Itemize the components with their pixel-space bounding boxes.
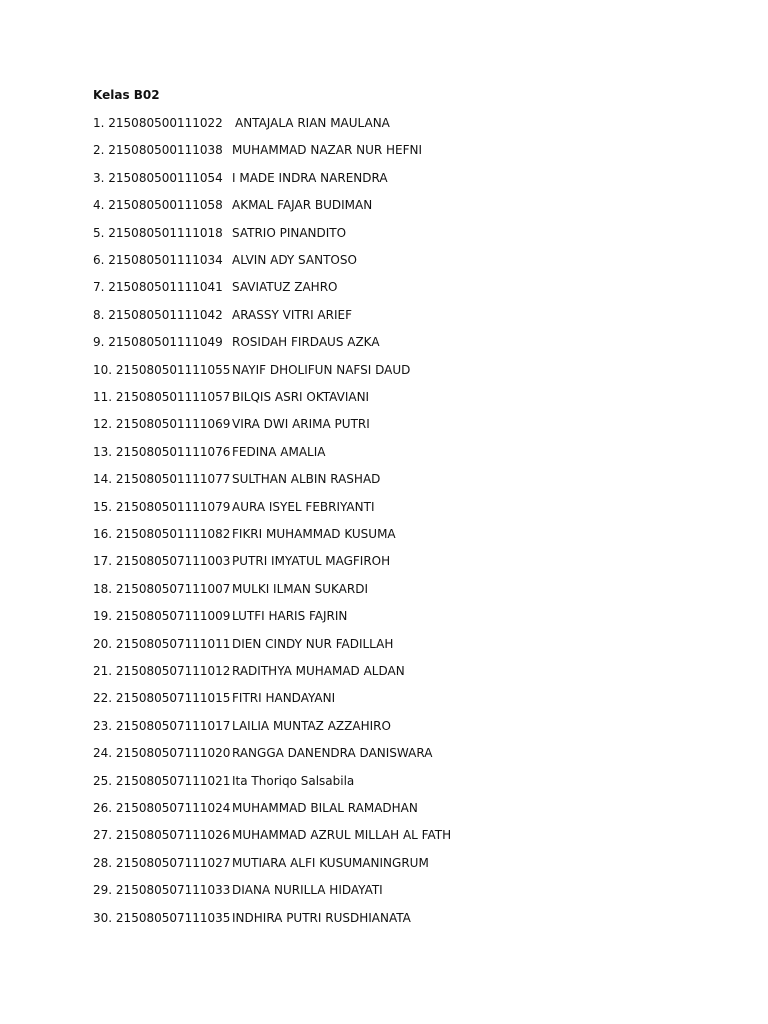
student-nim: 215080501111041 (108, 280, 223, 295)
student-number: 22. (93, 691, 113, 706)
student-nim: 215080507111007 (115, 581, 231, 596)
student-nim: 215080507111009 (115, 609, 231, 624)
student-number: 24. (93, 746, 113, 761)
student-nim: 215080501111049 (108, 335, 223, 350)
student-nim: 215080501111042 (108, 307, 223, 322)
student-nim: 215080501111077 (115, 472, 231, 487)
student-nim: 215080507111035 (115, 910, 231, 925)
student-row (0, 800, 768, 818)
student-number: 2. (93, 143, 105, 158)
student-number: 15. (93, 499, 113, 514)
student-name: AKMAL FAJAR BUDIMAN (232, 198, 373, 213)
student-name: I MADE INDRA NARENDRA (232, 170, 388, 185)
student-nim: 215080500111054 (108, 170, 223, 185)
student-number-nim (93, 553, 230, 569)
student-number: 4. (93, 198, 105, 213)
student-name: VIRA DWI ARIMA PUTRI (232, 417, 370, 432)
student-row (0, 690, 768, 708)
student-number: 30. (93, 910, 113, 925)
student-name: PUTRI IMYATUL MAGFIROH (232, 554, 391, 569)
student-row (0, 526, 768, 544)
student-name: AURA ISYEL FEBRIYANTI (232, 499, 375, 514)
student-number: 18. (93, 581, 113, 596)
student-number-nim (93, 307, 223, 323)
student-row (0, 307, 768, 325)
student-number: 20. (93, 636, 113, 651)
student-number-nim (93, 800, 230, 816)
student-number-nim (93, 471, 230, 487)
student-name: MUTIARA ALFI KUSUMANINGRUM (232, 855, 429, 870)
student-number-nim (93, 745, 230, 761)
student-number: 8. (93, 307, 105, 322)
student-nim: 215080507111015 (115, 691, 231, 706)
student-number-nim (93, 444, 230, 460)
student-number: 16. (93, 527, 113, 541)
student-name: ARASSY VITRI ARIEF (232, 307, 352, 322)
student-number-nim (93, 718, 230, 734)
student-name: MUHAMMAD BILAL RAMADHAN (232, 801, 418, 815)
student-number-nim (93, 636, 230, 652)
page-title: Kelas B02 (93, 88, 160, 102)
student-name: DIANA NURILLA HIDAYATI (232, 883, 383, 898)
student-row (0, 252, 768, 270)
student-row (0, 499, 768, 517)
student-row (0, 334, 768, 352)
student-name: RADITHYA MUHAMAD ALDAN (232, 664, 405, 678)
student-number-nim (93, 170, 223, 186)
student-name: RANGGA DANENDRA DANISWARA (232, 746, 433, 761)
student-name: MUHAMMAD NAZAR NUR HEFNI (232, 143, 423, 158)
student-row (0, 855, 768, 873)
student-nim: 215080507111020 (115, 746, 231, 761)
student-number: 29. (93, 883, 113, 898)
student-name: SULTHAN ALBIN RASHAD (232, 472, 381, 487)
student-number: 17. (93, 554, 113, 569)
student-name: FITRI HANDAYANI (232, 691, 336, 706)
student-name: NAYIF DHOLIFUN NAFSI DAUD (232, 362, 411, 377)
student-row (0, 142, 768, 160)
student-row (0, 608, 768, 626)
student-name: INDHIRA PUTRI RUSDHIANATA (232, 910, 411, 925)
student-number-nim (93, 499, 230, 515)
student-nim: 215080507111012 (115, 664, 231, 678)
student-name: MUHAMMAD AZRUL MILLAH AL FATH (232, 828, 452, 843)
student-number-nim (93, 142, 223, 158)
student-number: 10. (93, 362, 113, 377)
student-name: MULKI ILMAN SUKARDI (232, 581, 369, 596)
student-name: LAILIA MUNTAZ AZZAHIRO (232, 718, 391, 733)
student-row (0, 444, 768, 462)
student-nim: 215080501111076 (115, 444, 231, 459)
student-number: 14. (93, 472, 113, 487)
student-number: 5. (93, 225, 105, 240)
student-row (0, 773, 768, 791)
student-row (0, 718, 768, 736)
student-nim: 215080507111033 (115, 883, 231, 898)
student-number-nim (93, 526, 230, 542)
student-row (0, 636, 768, 654)
student-nim: 215080501111082 (115, 527, 231, 541)
student-nim: 215080501111055 (115, 362, 231, 377)
student-number-nim (93, 197, 223, 213)
student-number: 28. (93, 855, 113, 870)
student-nim: 215080500111038 (108, 143, 223, 158)
student-nim: 215080507111003 (115, 554, 231, 569)
student-number-nim (93, 773, 230, 789)
student-name: ANTAJALA RIAN MAULANA (235, 116, 390, 130)
student-number-nim (93, 581, 230, 597)
student-nim: 215080507111024 (115, 801, 231, 815)
student-nim: 215080507111027 (115, 855, 231, 870)
student-number: 21. (93, 664, 113, 678)
student-nim: 215080501111057 (115, 390, 231, 404)
student-row (0, 910, 768, 928)
student-row (0, 279, 768, 297)
student-row (0, 827, 768, 845)
student-nim: 215080501111079 (115, 499, 231, 514)
student-name: BILQIS ASRI OKTAVIANI (232, 390, 370, 404)
student-number: 7. (93, 280, 105, 295)
student-row (0, 197, 768, 215)
student-number-nim (93, 252, 223, 268)
student-row (0, 389, 768, 407)
student-number: 11. (93, 390, 113, 404)
student-row (0, 225, 768, 243)
student-nim: 215080500111058 (108, 198, 223, 213)
student-nim: 215080500111022 (108, 116, 223, 130)
student-row (0, 170, 768, 188)
student-number: 6. (93, 253, 105, 267)
student-row (0, 663, 768, 681)
student-number-nim (93, 882, 230, 898)
student-number-nim (93, 225, 223, 241)
student-name: ROSIDAH FIRDAUS AZKA (232, 335, 380, 350)
student-row (0, 581, 768, 599)
student-name: DIEN CINDY NUR FADILLAH (232, 636, 394, 651)
student-name: SAVIATUZ ZAHRO (232, 280, 338, 295)
student-number: 13. (93, 444, 113, 459)
student-number-nim (93, 416, 230, 432)
student-name: LUTFI HARIS FAJRIN (232, 609, 348, 624)
student-row (0, 362, 768, 380)
student-nim: 215080507111017 (115, 718, 231, 733)
student-number: 27. (93, 828, 113, 843)
student-row (0, 745, 768, 763)
student-row (0, 471, 768, 489)
student-number: 1. (93, 116, 105, 130)
student-number: 12. (93, 417, 113, 432)
student-row (0, 882, 768, 900)
student-number: 26. (93, 801, 113, 815)
student-name: Ita Thoriqo Salsabila (232, 773, 355, 788)
student-nim: 215080501111069 (115, 417, 231, 432)
student-number-nim (93, 115, 223, 131)
student-nim: 215080507111026 (115, 828, 231, 843)
student-nim: 215080501111034 (108, 253, 223, 267)
student-number: 23. (93, 718, 113, 733)
student-number: 25. (93, 773, 113, 788)
student-number-nim (93, 334, 223, 350)
student-number-nim (93, 690, 230, 706)
student-name: FEDINA AMALIA (232, 444, 326, 459)
student-number-nim (93, 827, 230, 843)
student-number-nim (93, 389, 230, 405)
student-number: 19. (93, 609, 113, 624)
student-number-nim (93, 910, 230, 926)
student-name: FIKRI MUHAMMAD KUSUMA (232, 527, 396, 541)
student-number-nim (93, 855, 230, 871)
student-nim: 215080507111011 (115, 636, 231, 651)
student-nim: 215080507111021 (115, 773, 231, 788)
student-number-nim (93, 663, 230, 679)
student-name: ALVIN ADY SANTOSO (232, 253, 357, 267)
student-row (0, 115, 768, 133)
student-row (0, 553, 768, 571)
student-name: SATRIO PINANDITO (232, 225, 347, 240)
student-number-nim (93, 362, 230, 378)
student-nim: 215080501111018 (108, 225, 223, 240)
student-number: 3. (93, 170, 105, 185)
student-number-nim (93, 608, 230, 624)
student-row (0, 416, 768, 434)
student-number-nim (93, 279, 223, 295)
student-number: 9. (93, 335, 105, 350)
